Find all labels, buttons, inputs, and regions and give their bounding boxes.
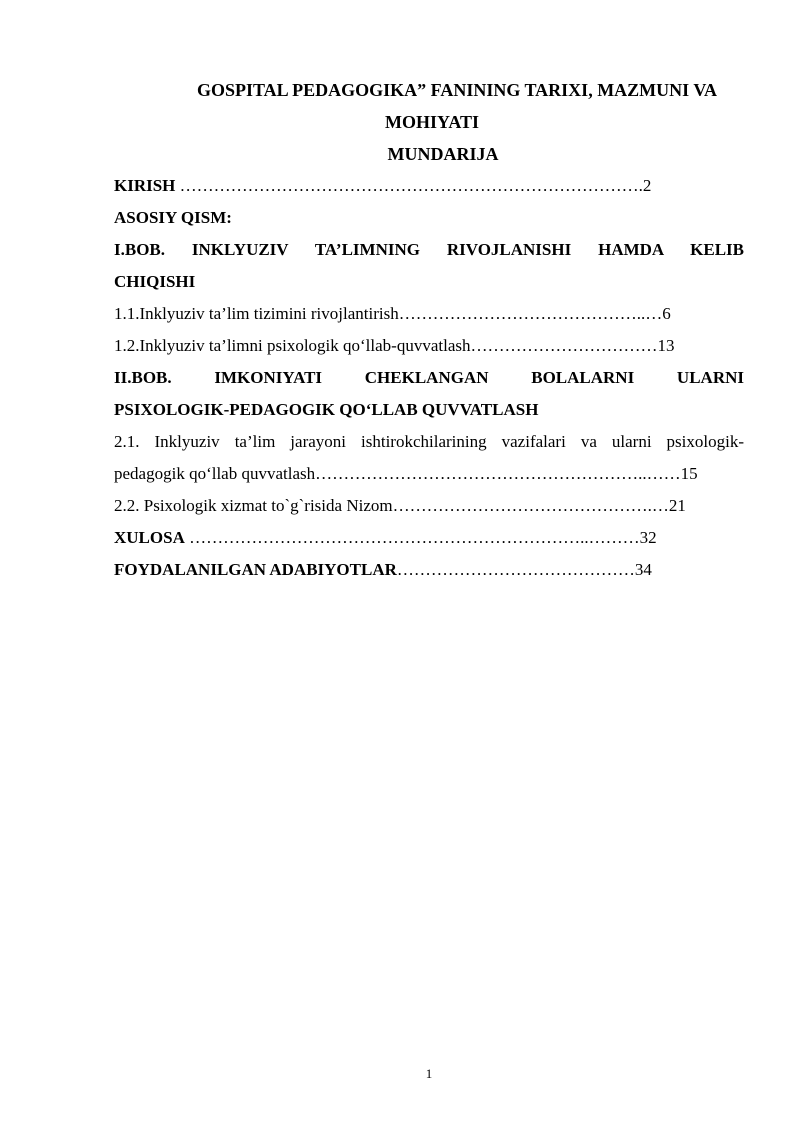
toc-entry-xulosa-leader: ……………………………………………………………..………32 [184,528,657,547]
toc-entry-2-2: 2.2. Psixologik xizmat to`g`risida Nizom……………………………………….…21 [114,496,686,515]
toc-entry-bob2-line1: II.BOB. IMKONIYATI CHEKLANGAN BOLALARNI ULARNI [114,368,744,387]
toc-entry-adabiyotlar [114,554,744,586]
toc-entry-bob2-line2: PSIXOLOGIK-PEDAGOGIK QO‘LLAB QUVVATLASH [114,400,539,419]
toc-entry-adabiyotlar-leader: ……………………………………34 [396,560,652,579]
page-number: 1 [425,1066,433,1081]
toc-entry-1-2: 1.2.Inklyuziv ta’limni psixologik qo‘llab-quvvatlash……………………………13 [114,336,675,355]
toc-entry-asosiy-qism: ASOSIY QISM: [114,208,232,227]
toc-entry-xulosa-label: XULOSA [114,528,185,547]
toc-entry-adabiyotlar-label: FOYDALANILGAN ADABIYOTLAR [114,560,397,579]
table-of-contents [114,170,744,586]
toc-entry-bob1-line1: I.BOB. INKLYUZIV TA’LIMNING RIVOJLANISHI HAMDA KELIB [114,240,744,259]
toc-entry-2-1-line2: pedagogik qo‘llab quvvatlash…………………………………………………..……15 [114,464,698,483]
toc-entry-kirish-label: KIRISH [114,176,176,195]
document-title [114,74,744,138]
toc-entry-bob1-line2: CHIQISHI [114,272,196,291]
toc-entry-kirish-leader: ……………………………………………………………………….2 [175,176,652,195]
toc-heading: MUNDARIJA [387,144,499,164]
toc-entry-2-1-line1: 2.1. Inklyuziv ta’lim jarayoni ishtirokchilarining vazifalari va ularni psixologik- [114,432,744,451]
title-line-2: MOHIYATI [384,112,480,132]
toc-entry-kirish [114,170,744,202]
title-line-1: GOSPITAL PEDAGOGIKA” FANINING TARIXI, MAZMUNI VA [196,80,718,100]
toc-entry-1-1: 1.1.Inklyuziv ta’lim tizimini rivojlantirish……………………………………..…6 [114,304,671,323]
toc-entry-xulosa [114,522,744,554]
